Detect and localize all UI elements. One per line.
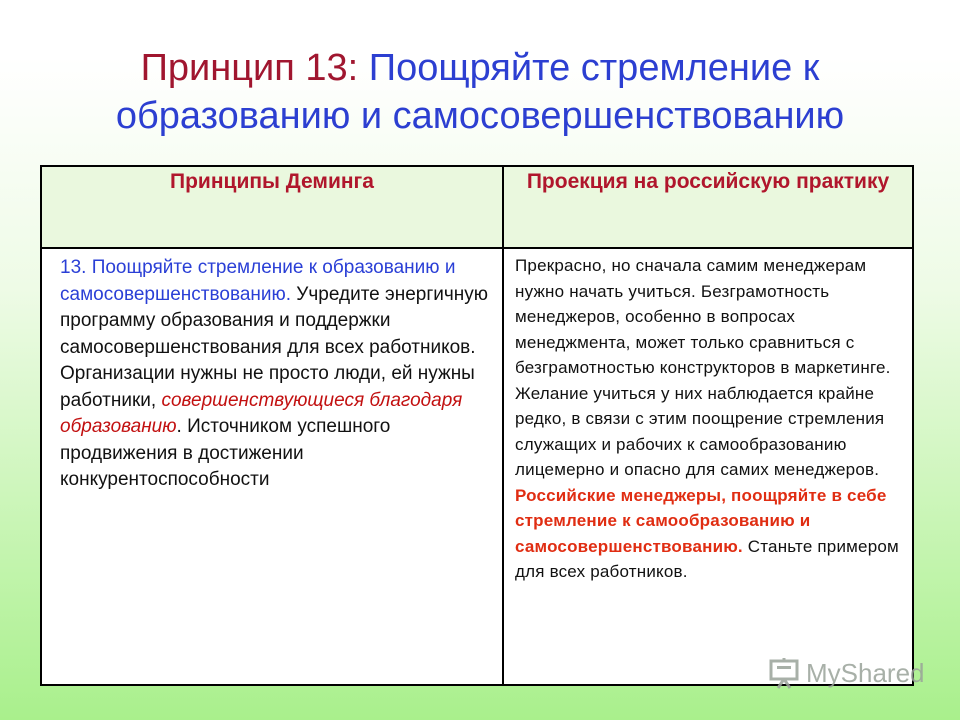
comparison-table <box>40 165 914 686</box>
watermark-text: MyShared <box>806 657 925 688</box>
header-deming-principles: Принципы Деминга <box>41 166 503 248</box>
principle-highlight: совершенствующиеся благодаря образованию <box>60 389 463 437</box>
header-russian-practice: Проекция на российскую практику <box>503 166 913 248</box>
practice-text-2: Станьте примером для всех работников. <box>515 536 899 581</box>
russian-practice-cell <box>503 248 913 685</box>
deming-principle-cell <box>41 248 503 685</box>
slide-title <box>40 44 920 140</box>
table-row <box>41 248 913 685</box>
title-lead: Принцип 13: <box>140 47 369 89</box>
principle-statement: 13. Поощряйте стремление к образованию и самосовершенствованию. <box>60 257 456 305</box>
principle-text-1: Учредите энергичную программу образования и поддержки самосовершенствования для всех работников. Организации нужны не просто люди, ей нужны работники, <box>60 283 489 411</box>
principle-text-2: . Источником успешного продвижения в достижении конкурентоспособности <box>60 416 391 490</box>
presentation-board-icon <box>768 657 802 689</box>
practice-text-1: Прекрасно, но сначала самим менеджерам нужно начать учиться. Безграмотность менеджеров, особенно в вопросах менеджмента, может только сравниться с безграмотностью конструкторов в маркетинге. Желание учиться у них наблюдается крайне редко, в связи с этим поощрение стремления служащих и рабочих к самообразованию лицемерно и опасно для самих менеджеров. <box>515 256 891 479</box>
watermark <box>768 656 925 690</box>
title-rest: Поощряйте стремление к образованию и самосовершенствованию <box>115 47 845 137</box>
table-header-row <box>41 166 913 248</box>
practice-highlight: Российские менеджеры, поощряйте в себе стремление к самообразованию и самосовершенствованию. <box>515 485 887 556</box>
